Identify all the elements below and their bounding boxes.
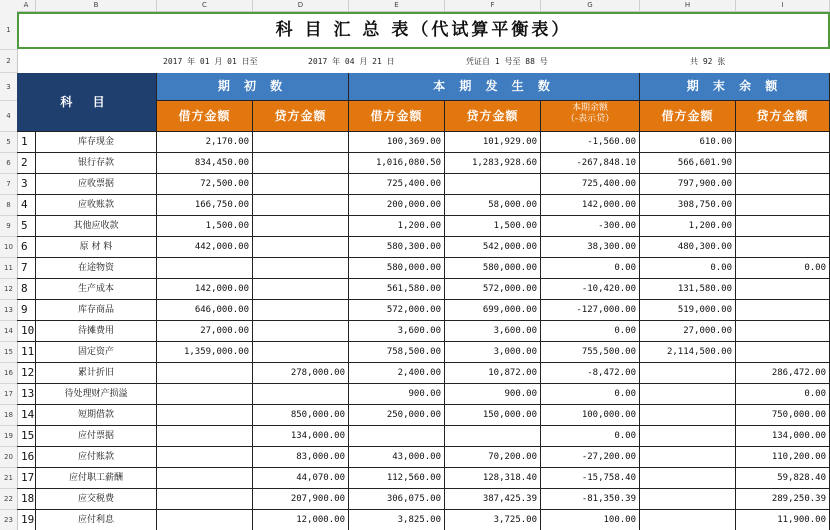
amount-cell-oc[interactable] — [253, 174, 349, 195]
row-header-5[interactable]: 5 — [0, 132, 17, 153]
amount-cell-oc[interactable] — [253, 384, 349, 405]
amount-cell-ed[interactable] — [640, 363, 736, 384]
amount-cell-ed[interactable]: 566,601.90 — [640, 153, 736, 174]
amount-cell-cc[interactable]: 542,000.00 — [445, 237, 541, 258]
header-closing-debit[interactable]: 借方金额 — [640, 101, 736, 132]
amount-cell-od[interactable]: 442,000.00 — [157, 237, 253, 258]
row-index[interactable]: 18 — [17, 489, 36, 510]
amount-cell-ec[interactable]: 750,000.00 — [736, 405, 830, 426]
amount-cell-oc[interactable]: 850,000.00 — [253, 405, 349, 426]
account-name[interactable]: 生产成本 — [36, 279, 157, 300]
row-index[interactable]: 13 — [17, 384, 36, 405]
column-header-a[interactable]: A — [17, 0, 36, 11]
amount-cell-od[interactable]: 72,500.00 — [157, 174, 253, 195]
row-header-2[interactable]: 2 — [0, 50, 17, 73]
account-name[interactable]: 应交税费 — [36, 489, 157, 510]
row-header-4[interactable]: 4 — [0, 101, 17, 132]
amount-cell-od[interactable] — [157, 426, 253, 447]
amount-cell-ec[interactable] — [736, 342, 830, 363]
amount-cell-cc[interactable]: 572,000.00 — [445, 279, 541, 300]
amount-cell-cd[interactable]: 3,600.00 — [349, 321, 445, 342]
row-header-8[interactable]: 8 — [0, 195, 17, 216]
row-index[interactable]: 15 — [17, 426, 36, 447]
amount-cell-ed[interactable] — [640, 468, 736, 489]
amount-cell-cc[interactable]: 58,000.00 — [445, 195, 541, 216]
amount-cell-ec[interactable] — [736, 300, 830, 321]
amount-cell-ec[interactable]: 11,900.00 — [736, 510, 830, 530]
amount-cell-cc[interactable]: 128,318.40 — [445, 468, 541, 489]
row-header-7[interactable]: 7 — [0, 174, 17, 195]
amount-cell-od[interactable] — [157, 405, 253, 426]
amount-cell-ed[interactable] — [640, 447, 736, 468]
amount-cell-od[interactable] — [157, 384, 253, 405]
amount-cell-cc[interactable]: 3,725.00 — [445, 510, 541, 530]
amount-cell-cd[interactable]: 900.00 — [349, 384, 445, 405]
column-header-b[interactable]: B — [36, 0, 157, 11]
amount-cell-od[interactable] — [157, 363, 253, 384]
amount-cell-ed[interactable]: 519,000.00 — [640, 300, 736, 321]
row-header-19[interactable]: 19 — [0, 426, 17, 447]
row-index[interactable]: 6 — [17, 237, 36, 258]
header-current-debit[interactable]: 借方金额 — [349, 101, 445, 132]
amount-cell-cb[interactable]: 0.00 — [541, 321, 640, 342]
amount-cell-cd[interactable]: 100,369.00 — [349, 132, 445, 153]
amount-cell-oc[interactable] — [253, 237, 349, 258]
row-header-11[interactable]: 11 — [0, 258, 17, 279]
amount-cell-cd[interactable]: 572,000.00 — [349, 300, 445, 321]
row-index[interactable]: 17 — [17, 468, 36, 489]
amount-cell-oc[interactable] — [253, 258, 349, 279]
row-index[interactable]: 19 — [17, 510, 36, 530]
amount-cell-od[interactable]: 1,500.00 — [157, 216, 253, 237]
row-header-20[interactable]: 20 — [0, 447, 17, 468]
amount-cell-ed[interactable]: 480,300.00 — [640, 237, 736, 258]
amount-cell-ec[interactable] — [736, 237, 830, 258]
amount-cell-ec[interactable]: 286,472.00 — [736, 363, 830, 384]
amount-cell-ec[interactable]: 0.00 — [736, 258, 830, 279]
amount-cell-ec[interactable] — [736, 216, 830, 237]
amount-cell-ed[interactable]: 308,750.00 — [640, 195, 736, 216]
row-header-18[interactable]: 18 — [0, 405, 17, 426]
row-index[interactable]: 4 — [17, 195, 36, 216]
amount-cell-cc[interactable] — [445, 426, 541, 447]
voucher-total: 共 92 张 — [690, 57, 726, 66]
amount-cell-cd[interactable]: 1,200.00 — [349, 216, 445, 237]
amount-cell-cd[interactable]: 250,000.00 — [349, 405, 445, 426]
voucher-range: 凭证自 1 号至 88 号 — [466, 57, 548, 66]
amount-cell-od[interactable] — [157, 489, 253, 510]
amount-cell-oc[interactable]: 44,070.00 — [253, 468, 349, 489]
amount-cell-ec[interactable] — [736, 321, 830, 342]
account-name[interactable]: 累计折旧 — [36, 363, 157, 384]
amount-cell-cb[interactable]: -27,200.00 — [541, 447, 640, 468]
amount-cell-cd[interactable]: 580,300.00 — [349, 237, 445, 258]
header-closing[interactable]: 期 末 余 额 — [640, 73, 830, 101]
account-name[interactable]: 应付利息 — [36, 510, 157, 530]
amount-cell-oc[interactable] — [253, 279, 349, 300]
account-name[interactable]: 在途物资 — [36, 258, 157, 279]
amount-cell-cd[interactable]: 3,825.00 — [349, 510, 445, 530]
amount-cell-cb[interactable]: -300.00 — [541, 216, 640, 237]
amount-cell-cd[interactable]: 725,400.00 — [349, 174, 445, 195]
amount-cell-cc[interactable] — [445, 174, 541, 195]
amount-cell-cc[interactable]: 3,000.00 — [445, 342, 541, 363]
account-name[interactable]: 应付职工薪酬 — [36, 468, 157, 489]
amount-cell-ec[interactable]: 0.00 — [736, 384, 830, 405]
header-current-balance[interactable]: 本期余额 （-表示贷） — [541, 101, 640, 132]
row-header-15[interactable]: 15 — [0, 342, 17, 363]
amount-cell-ec[interactable]: 110,200.00 — [736, 447, 830, 468]
amount-cell-oc[interactable]: 207,900.00 — [253, 489, 349, 510]
amount-cell-oc[interactable] — [253, 321, 349, 342]
row-index[interactable]: 7 — [17, 258, 36, 279]
row-index[interactable]: 5 — [17, 216, 36, 237]
row-index[interactable]: 1 — [17, 132, 36, 153]
amount-cell-cd[interactable]: 580,000.00 — [349, 258, 445, 279]
row-index[interactable]: 14 — [17, 405, 36, 426]
row-header-6[interactable]: 6 — [0, 153, 17, 174]
amount-cell-cc[interactable]: 150,000.00 — [445, 405, 541, 426]
amount-cell-cc[interactable]: 70,200.00 — [445, 447, 541, 468]
amount-cell-cd[interactable]: 43,000.00 — [349, 447, 445, 468]
amount-cell-od[interactable]: 166,750.00 — [157, 195, 253, 216]
amount-cell-od[interactable] — [157, 447, 253, 468]
amount-cell-ec[interactable] — [736, 132, 830, 153]
amount-cell-od[interactable]: 646,000.00 — [157, 300, 253, 321]
amount-cell-cb[interactable]: 0.00 — [541, 384, 640, 405]
amount-cell-od[interactable] — [157, 258, 253, 279]
row-header-21[interactable]: 21 — [0, 468, 17, 489]
amount-cell-cb[interactable]: 100,000.00 — [541, 405, 640, 426]
amount-cell-oc[interactable]: 12,000.00 — [253, 510, 349, 530]
amount-cell-ed[interactable]: 27,000.00 — [640, 321, 736, 342]
amount-cell-cd[interactable] — [349, 426, 445, 447]
amount-cell-cd[interactable]: 1,016,080.50 — [349, 153, 445, 174]
row-header-12[interactable]: 12 — [0, 279, 17, 300]
amount-cell-ed[interactable]: 131,580.00 — [640, 279, 736, 300]
row-header-10[interactable]: 10 — [0, 237, 17, 258]
amount-cell-cc[interactable]: 3,600.00 — [445, 321, 541, 342]
column-header-bar — [0, 0, 830, 12]
row-header-17[interactable]: 17 — [0, 384, 17, 405]
row-index[interactable]: 16 — [17, 447, 36, 468]
column-header-c[interactable]: C — [157, 0, 253, 11]
column-header-d[interactable]: D — [253, 0, 349, 11]
amount-cell-cb[interactable]: -267,848.10 — [541, 153, 640, 174]
account-name[interactable]: 待处理财产损溢 — [36, 384, 157, 405]
amount-cell-ed[interactable]: 610.00 — [640, 132, 736, 153]
row-header-9[interactable]: 9 — [0, 216, 17, 237]
amount-cell-ed[interactable] — [640, 384, 736, 405]
sheet-title[interactable]: 科 目 汇 总 表（代试算平衡表） — [17, 12, 830, 49]
column-header-i[interactable]: I — [736, 0, 830, 11]
amount-cell-cc[interactable]: 10,872.00 — [445, 363, 541, 384]
account-name[interactable]: 待摊费用 — [36, 321, 157, 342]
column-header-e[interactable]: E — [349, 0, 445, 11]
amount-cell-cc[interactable]: 580,000.00 — [445, 258, 541, 279]
amount-cell-cb[interactable]: 725,400.00 — [541, 174, 640, 195]
amount-cell-cc[interactable]: 699,000.00 — [445, 300, 541, 321]
amount-cell-ed[interactable] — [640, 510, 736, 530]
account-name[interactable]: 库存商品 — [36, 300, 157, 321]
amount-cell-cb[interactable]: 142,000.00 — [541, 195, 640, 216]
amount-cell-ed[interactable]: 0.00 — [640, 258, 736, 279]
amount-cell-cd[interactable]: 2,400.00 — [349, 363, 445, 384]
amount-cell-oc[interactable] — [253, 342, 349, 363]
amount-cell-od[interactable] — [157, 468, 253, 489]
amount-cell-cb[interactable]: 38,300.00 — [541, 237, 640, 258]
amount-cell-cc[interactable]: 387,425.39 — [445, 489, 541, 510]
amount-cell-oc[interactable]: 134,000.00 — [253, 426, 349, 447]
amount-cell-ec[interactable] — [736, 195, 830, 216]
amount-cell-cd[interactable]: 758,500.00 — [349, 342, 445, 363]
amount-cell-cd[interactable]: 112,560.00 — [349, 468, 445, 489]
amount-cell-oc[interactable] — [253, 300, 349, 321]
amount-cell-ed[interactable] — [640, 405, 736, 426]
amount-cell-ec[interactable]: 59,828.40 — [736, 468, 830, 489]
amount-cell-od[interactable]: 2,170.00 — [157, 132, 253, 153]
row-header-14[interactable]: 14 — [0, 321, 17, 342]
row-header-bar — [0, 11, 18, 530]
row-index[interactable]: 9 — [17, 300, 36, 321]
amount-cell-ed[interactable] — [640, 489, 736, 510]
amount-cell-cb[interactable]: 0.00 — [541, 426, 640, 447]
row-index[interactable]: 11 — [17, 342, 36, 363]
header-opening-credit[interactable]: 贷方金额 — [253, 101, 349, 132]
account-name[interactable]: 其他应收款 — [36, 216, 157, 237]
amount-cell-ec[interactable] — [736, 153, 830, 174]
amount-cell-od[interactable]: 142,000.00 — [157, 279, 253, 300]
amount-cell-ec[interactable]: 289,250.39 — [736, 489, 830, 510]
row-header-13[interactable]: 13 — [0, 300, 17, 321]
account-name[interactable]: 固定资产 — [36, 342, 157, 363]
amount-cell-ed[interactable]: 2,114,500.00 — [640, 342, 736, 363]
amount-cell-oc[interactable]: 278,000.00 — [253, 363, 349, 384]
header-opening[interactable]: 期 初 数 — [157, 73, 349, 101]
column-header-f[interactable]: F — [445, 0, 541, 11]
row-index[interactable]: 10 — [17, 321, 36, 342]
start-date: 2017 年 01 月 01 日至 — [163, 57, 258, 66]
amount-cell-cc[interactable]: 101,929.00 — [445, 132, 541, 153]
row-header-22[interactable]: 22 — [0, 489, 17, 510]
amount-cell-ec[interactable] — [736, 174, 830, 195]
amount-cell-ed[interactable] — [640, 426, 736, 447]
amount-cell-cb[interactable]: -127,000.00 — [541, 300, 640, 321]
column-header-h[interactable]: H — [640, 0, 736, 11]
amount-cell-ed[interactable]: 797,900.00 — [640, 174, 736, 195]
amount-cell-cb[interactable]: -15,758.40 — [541, 468, 640, 489]
amount-cell-cb[interactable]: -1,560.00 — [541, 132, 640, 153]
header-current-credit[interactable]: 贷方金额 — [445, 101, 541, 132]
amount-cell-od[interactable]: 1,359,000.00 — [157, 342, 253, 363]
amount-cell-oc[interactable]: 83,000.00 — [253, 447, 349, 468]
amount-cell-oc[interactable] — [253, 153, 349, 174]
row-header-16[interactable]: 16 — [0, 363, 17, 384]
amount-cell-cb[interactable]: -10,420.00 — [541, 279, 640, 300]
account-name[interactable]: 应付账款 — [36, 447, 157, 468]
amount-cell-cb[interactable]: 100.00 — [541, 510, 640, 530]
amount-cell-ec[interactable] — [736, 279, 830, 300]
amount-cell-cd[interactable]: 561,580.00 — [349, 279, 445, 300]
account-name[interactable]: 库存现金 — [36, 132, 157, 153]
amount-cell-oc[interactable] — [253, 216, 349, 237]
row-header-1[interactable]: 1 — [0, 11, 17, 50]
row-index[interactable]: 8 — [17, 279, 36, 300]
row-header-3[interactable]: 3 — [0, 73, 17, 101]
amount-cell-cd[interactable]: 306,075.00 — [349, 489, 445, 510]
row-index[interactable]: 12 — [17, 363, 36, 384]
row-index[interactable]: 3 — [17, 174, 36, 195]
amount-cell-oc[interactable] — [253, 195, 349, 216]
amount-cell-ed[interactable]: 1,200.00 — [640, 216, 736, 237]
amount-cell-od[interactable]: 834,450.00 — [157, 153, 253, 174]
row-header-23[interactable]: 23 — [0, 510, 17, 530]
amount-cell-od[interactable] — [157, 510, 253, 530]
account-name[interactable]: 应收票据 — [36, 174, 157, 195]
row-index[interactable]: 2 — [17, 153, 36, 174]
end-date: 2017 年 04 月 21 日 — [308, 57, 395, 66]
amount-cell-cc[interactable]: 1,500.00 — [445, 216, 541, 237]
amount-cell-cb[interactable]: -8,472.00 — [541, 363, 640, 384]
amount-cell-cb[interactable]: 755,500.00 — [541, 342, 640, 363]
account-name[interactable]: 应付票据 — [36, 426, 157, 447]
amount-cell-cb[interactable]: -81,350.39 — [541, 489, 640, 510]
amount-cell-ec[interactable]: 134,000.00 — [736, 426, 830, 447]
header-closing-credit[interactable]: 贷方金额 — [736, 101, 830, 132]
account-name[interactable]: 原 材 料 — [36, 237, 157, 258]
account-name[interactable]: 短期借款 — [36, 405, 157, 426]
header-opening-debit[interactable]: 借方金额 — [157, 101, 253, 132]
column-header-g[interactable]: G — [541, 0, 640, 11]
header-current[interactable]: 本 期 发 生 数 — [349, 73, 640, 101]
amount-cell-cc[interactable]: 900.00 — [445, 384, 541, 405]
amount-cell-oc[interactable] — [253, 132, 349, 153]
amount-cell-cd[interactable]: 200,000.00 — [349, 195, 445, 216]
account-name[interactable]: 银行存款 — [36, 153, 157, 174]
amount-cell-cb[interactable]: 0.00 — [541, 258, 640, 279]
header-account[interactable]: 科 目 — [17, 73, 157, 132]
account-name[interactable]: 应收账款 — [36, 195, 157, 216]
amount-cell-od[interactable]: 27,000.00 — [157, 321, 253, 342]
amount-cell-cc[interactable]: 1,283,928.60 — [445, 153, 541, 174]
